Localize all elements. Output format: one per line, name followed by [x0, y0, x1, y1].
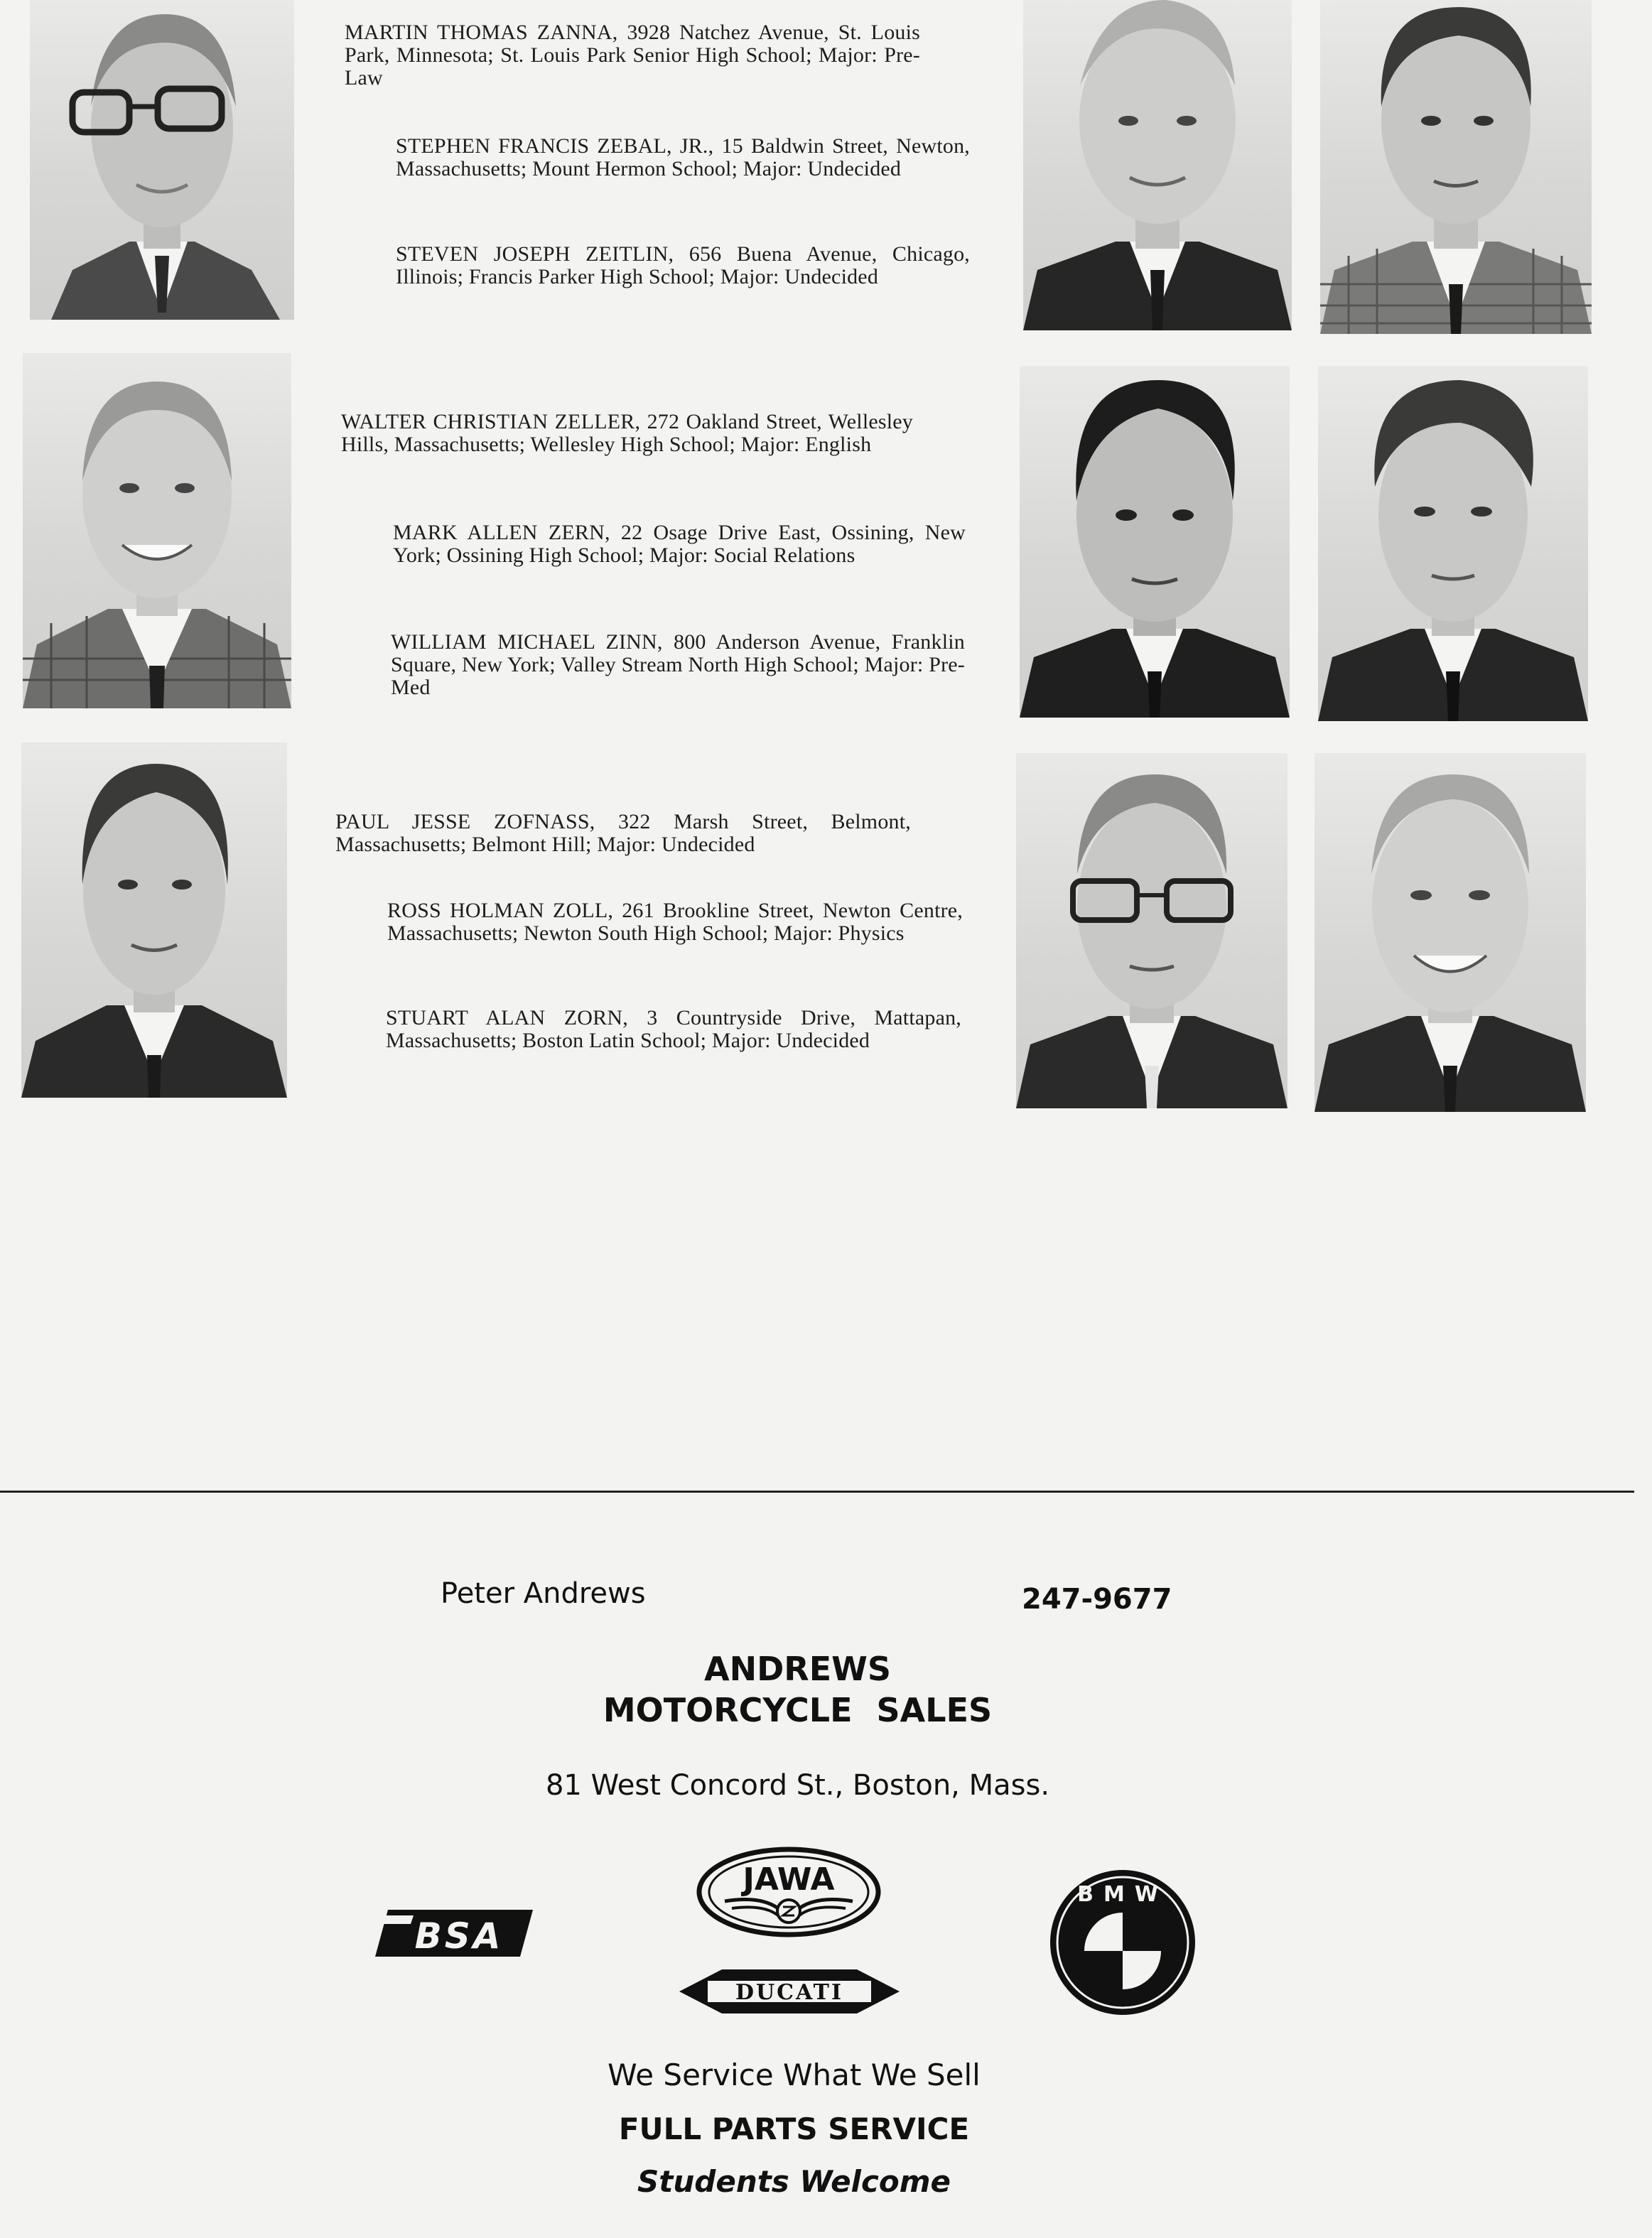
- student-details: 3 Countryside Drive, Mattapan, Massachusetts; Boston Latin School; Major: Undecided: [386, 1006, 961, 1052]
- ducati-logo: [679, 1967, 900, 2016]
- student-details: 261 Brookline Street, Newton Centre, Massachusetts; Newton South High School; Major: Physics: [387, 899, 963, 945]
- student-name: PAUL JESSE ZOFNASS: [335, 810, 590, 833]
- student-name: WALTER CHRISTIAN ZELLER: [341, 410, 635, 433]
- student-name: STUART ALAN ZORN: [386, 1006, 623, 1029]
- entry-zeller: WALTER CHRISTIAN ZELLER, 272 Oakland Street, Wellesley Hills, Massachusetts; Wellesley High School; Major: English: [341, 410, 913, 456]
- portrait-zanna: [30, 0, 294, 320]
- student-details: 3928 Natchez Avenue, St. Louis Park, Minnesota; St. Louis Park Senior High School; Major: Pre-Law: [345, 21, 921, 90]
- student-details: 15 Baldwin Street, Newton, Massachusetts; Mount Hermon School; Major: Undecided: [396, 134, 970, 180]
- ducati-logo-text: DUCATI: [735, 1980, 844, 2005]
- entry-zorn: STUART ALAN ZORN, 3 Countryside Drive, Mattapan, Massachusetts; Boston Latin School; Major: Undecided: [386, 1006, 961, 1052]
- ad-parts-service: FULL PARTS SERVICE: [618, 2112, 970, 2146]
- entry-zanna: MARTIN THOMAS ZANNA, 3928 Natchez Avenue, St. Louis Park, Minnesota; St. Louis Park Senior High School; Major: Pre-Law: [345, 21, 921, 90]
- jawa-logo: [696, 1846, 881, 1938]
- entry-zofnass: PAUL JESSE ZOFNASS, 322 Marsh Street, Belmont, Massachusetts; Belmont Hill; Major: Undecided: [335, 810, 911, 856]
- student-details: 322 Marsh Street, Belmont, Massachusetts; Belmont Hill; Major: Undecided: [335, 810, 911, 856]
- ad-business-line2: MOTORCYCLE SALES: [603, 1691, 993, 1729]
- student-name: ROSS HOLMAN ZOLL: [387, 899, 608, 922]
- student-details: 272 Oakland Street, Wellesley Hills, Massachusetts; Wellesley High School; Major: English: [341, 410, 913, 456]
- student-name: MARK ALLEN ZERN: [393, 521, 605, 544]
- bmw-logo: [1047, 1867, 1198, 2018]
- ad-slogan: We Service What We Sell: [608, 2058, 981, 2092]
- portrait-zebal: [1023, 0, 1292, 330]
- ad-contact-name: Peter Andrews: [441, 1577, 646, 1610]
- student-details: 22 Osage Drive East, Ossining, New York; Ossining High School; Major: Social Relations: [393, 521, 966, 567]
- portrait-zinn: [1318, 366, 1588, 721]
- student-details: 800 Anderson Avenue, Franklin Square, New York; Valley Stream North High School; Major: Pre-Med: [391, 630, 965, 699]
- entry-zinn: WILLIAM MICHAEL ZINN, 800 Anderson Avenue, Franklin Square, New York; Valley Stream North High School; Major: Pre-Med: [391, 630, 965, 699]
- portrait-zorn: [1314, 753, 1586, 1112]
- student-name: STEVEN JOSEPH ZEITLIN: [396, 242, 669, 266]
- portrait-zern: [1020, 366, 1290, 718]
- bsa-logo-text: BSA: [414, 1915, 504, 1957]
- bsa-logo: [375, 1908, 533, 1958]
- portrait-zofnass: [21, 742, 287, 1098]
- jawa-logo-text: JAWA: [743, 1861, 835, 1898]
- entry-zebal: STEPHEN FRANCIS ZEBAL, JR., 15 Baldwin Street, Newton, Massachusetts; Mount Hermon School; Major: Undecided: [396, 134, 970, 180]
- bmw-logo-text: BMW: [1077, 1882, 1168, 1907]
- ad-phone: 247-9677: [1022, 1583, 1172, 1616]
- ad-welcome: Students Welcome: [637, 2164, 951, 2199]
- page-divider: [0, 1491, 1634, 1493]
- entry-zeitlin: STEVEN JOSEPH ZEITLIN, 656 Buena Avenue, Chicago, Illinois; Francis Parker High School; Major: Undecided: [396, 242, 971, 288]
- entry-zern: MARK ALLEN ZERN, 22 Osage Drive East, Ossining, New York; Ossining High School; Major: Social Relations: [393, 521, 966, 567]
- portrait-zeller: [23, 353, 291, 708]
- ad-business-line1: ANDREWS: [704, 1650, 891, 1688]
- student-name: STEPHEN FRANCIS ZEBAL, JR.: [396, 134, 708, 158]
- student-details: 656 Buena Avenue, Chicago, Illinois; Francis Parker High School; Major: Undecided: [396, 242, 971, 288]
- portrait-zeitlin: [1320, 0, 1592, 334]
- ad-address: 81 West Concord St., Boston, Mass.: [545, 1769, 1050, 1802]
- student-name: MARTIN THOMAS ZANNA: [345, 21, 612, 44]
- portrait-zoll: [1016, 753, 1287, 1108]
- student-name: WILLIAM MICHAEL ZINN: [391, 630, 657, 654]
- entry-zoll: ROSS HOLMAN ZOLL, 261 Brookline Street, Newton Centre, Massachusetts; Newton South High School; Major: Physics: [387, 899, 963, 945]
